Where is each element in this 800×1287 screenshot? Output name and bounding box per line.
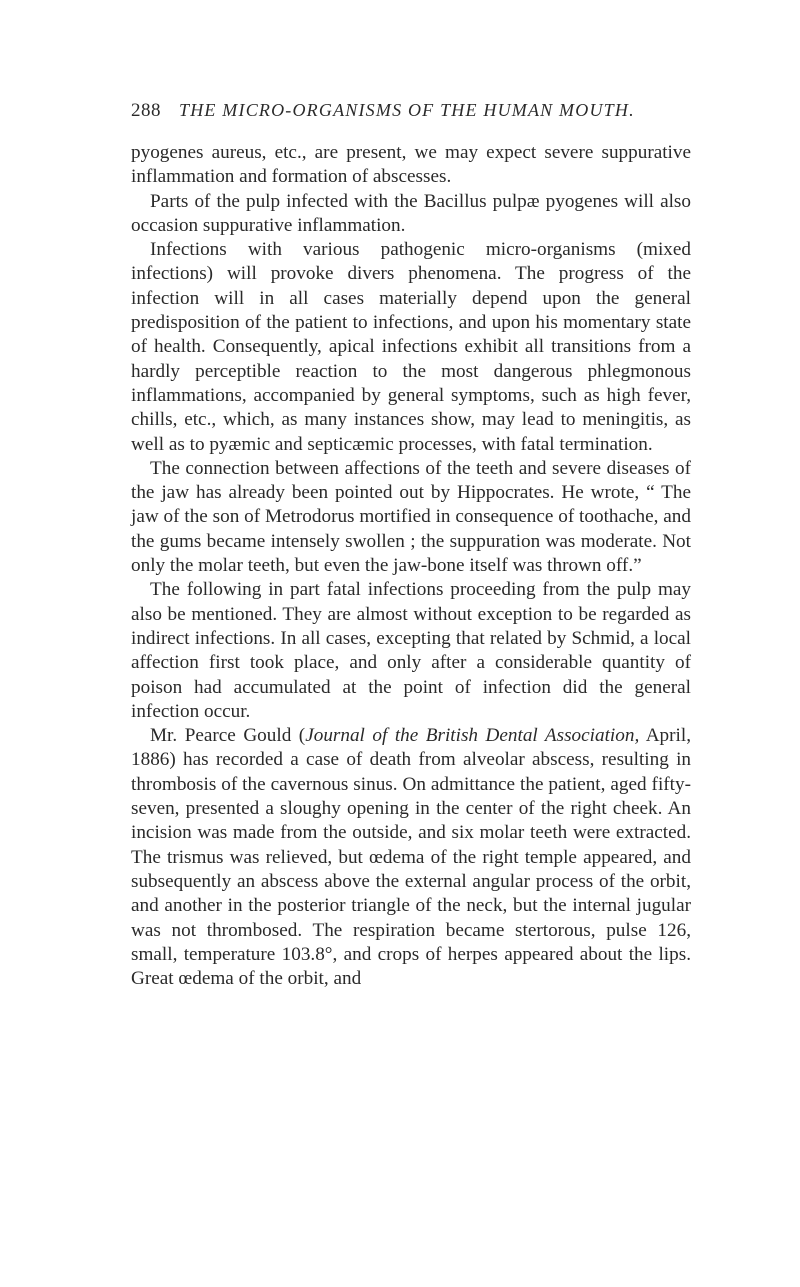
paragraph-6-rest: April, 1886) has recorded a case of death from alveolar abscess, resulting in thrombosis of the cavernous sinus. On admittance the patient, aged fifty-seven, presented a sloughy opening in the center of the right cheek. An incision was made from the outside, and six molar teeth were extracted. The trismus was relieved, but œdema of the right temple appeared, and subsequently an abscess above the external angular process of the orbit, and another in the posterior triangle of the neck, but the internal jugular was not thrombosed. The respiration became stertorous, pulse 126, small, temperature 103.8°, and crops of herpes appeared about the lips. Great œdema of the orbit, and [131, 725, 691, 990]
body-text [131, 141, 691, 991]
running-head [131, 100, 691, 126]
paragraph-6-lead: Mr. Pearce Gould ( [150, 725, 306, 747]
paragraph-2: Parts of the pulp infected with the Bacillus pulpæ pyogenes will also occasion suppurative inflammation. [131, 190, 691, 236]
paragraph-1: pyogenes aureus, etc., are present, we may expect severe suppurative inflammation and formation of abscesses. [131, 142, 691, 188]
paragraph-5: The following in part fatal infections proceeding from the pulp may also be mentioned. They are almost without exception to be regarded as indirect infections. In all cases, excepting that related by Schmid, a local affection first took place, and only after a considerable quantity of poison had accumulated at the point of infection did the general infection occur. [131, 579, 691, 722]
page-number: 288 [131, 100, 161, 121]
paragraph-4: The connection between affections of the teeth and severe diseases of the jaw has already been pointed out by Hippocrates. He wrote, “ The jaw of the son of Metrodorus mortified in consequence of toothache, and the gums became intensely swollen ; the suppuration was moderate. Not only the molar teeth, but even the jaw-bone itself was thrown off.” [131, 457, 691, 577]
paragraph-6 [131, 724, 691, 991]
journal-citation: Journal of the British Dental Association, [305, 725, 640, 747]
running-title: THE MICRO-ORGANISMS OF THE HUMAN MOUTH. [179, 100, 635, 120]
paragraph-3: Infections with various pathogenic micro-organisms (mixed infections) will provoke divers phenomena. The progress of the infection will in all cases materially depend upon the general predisposition of the patient to infections, and upon his momentary state of health. Consequently, apical infections exhibit all transitions from a hardly perceptible reaction to the most dangerous phlegmonous inflammations, accompanied by general symptoms, such as high fever, chills, etc., which, as many instances show, may lead to meningitis, as well as to pyæmic and septicæmic processes, with fatal termination. [131, 239, 691, 455]
